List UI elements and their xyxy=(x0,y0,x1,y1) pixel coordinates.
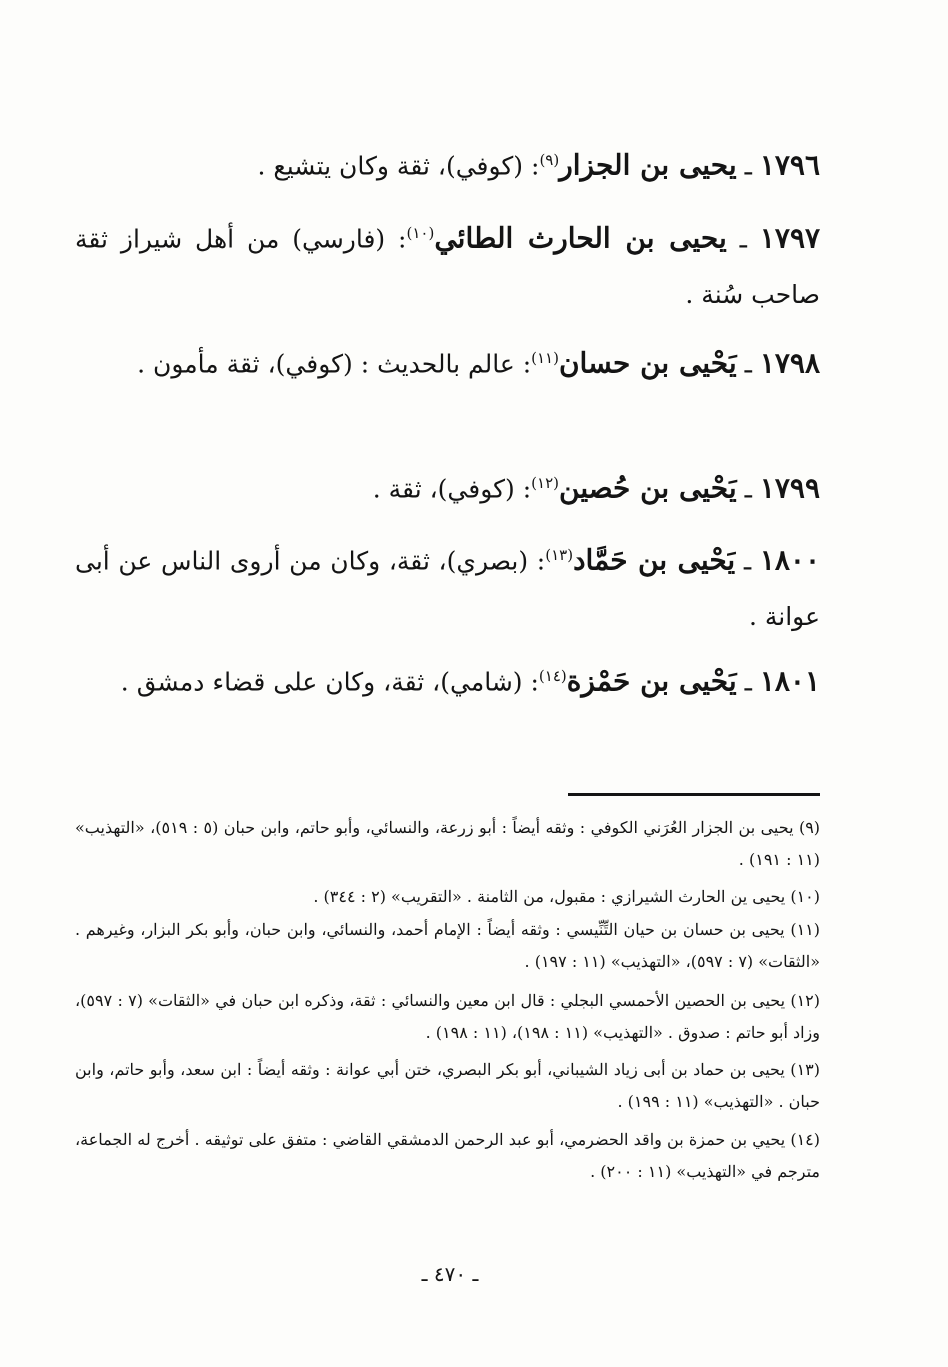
footnote-ref: (٩) xyxy=(539,151,560,169)
footnote-ref: (١٣) xyxy=(545,546,574,564)
entry-separator: ـ xyxy=(736,151,760,181)
footnote-ref: (١٢) xyxy=(531,474,559,492)
entry-number: ١٧٩٦ xyxy=(759,148,820,182)
entry-1799 xyxy=(75,455,820,517)
footnote: (١٢) يحيى بن الحصين الأحمسي البجلي : قال ابن معين والنسائي : ثقة، وذكره ابن حبان في «الثقات» (٧ : ٥٩٧)، وزاد أبو حاتم : صدوق . «التهذيب» (١١ : ١٩٨)، (١١ : ١٩٨) . xyxy=(75,991,820,1042)
entry-separator: ـ xyxy=(736,667,760,697)
entry-name: يَحْيى بن حَمْزة xyxy=(566,664,737,698)
entry-number: ١٨٠١ xyxy=(759,664,820,698)
footnote-divider xyxy=(568,793,820,796)
entry-number: ١٧٩٧ xyxy=(759,221,821,255)
entry-1797 xyxy=(75,205,820,323)
footnote: (١٤) يحيي بن حمزة بن واقد الحضرمي، أبو عبد الرحمن الدمشقي القاضي : متفق على توثيقه . أخرج له الجماعة، مترجم في «التهذيب» (١١ : ٢٠٠) . xyxy=(75,1130,820,1181)
entry-separator: ـ xyxy=(735,546,760,576)
entry-separator: ـ xyxy=(726,224,760,254)
entry-name: يحيى بن الجزار xyxy=(559,148,737,182)
entry-number: ١٧٩٩ xyxy=(759,471,820,505)
entry-1798 xyxy=(75,330,820,392)
footnote-ref: (١٤) xyxy=(538,667,567,685)
entry-text: : (شامي)، ثقة، وكان على قضاء دمشق . xyxy=(120,667,539,697)
page-number: ـ ٤٧٠ ـ xyxy=(421,1262,479,1286)
footnote: (١١) يحيى بن حسان بن حيان التِّنِّيسي : وثقه أيضاً : الإمام أحمد، والنسائي، وابن حبان، وأبو بكر البزار، وغيرهم . «الثقات» (٧ : ٥٩٧)، «التهذيب» (١١ : ١٩٧) . xyxy=(75,920,820,971)
entry-text: : (فارسي) من أهل شيراز ثقة صاحب سُنة . xyxy=(75,224,820,310)
entry-text: : (بصري)، ثقة، وكان من أروى الناس عن أبى عوانة . xyxy=(75,546,820,632)
entry-number: ١٧٩٨ xyxy=(759,346,820,380)
entry-number: ١٨٠٠ xyxy=(759,543,820,577)
entry-separator: ـ xyxy=(736,474,760,504)
entry-name: يَحْيى بن حسان xyxy=(558,346,737,380)
footnote-ref: (١١) xyxy=(531,349,559,367)
entry-text: : (كوفي)، ثقة . xyxy=(372,474,532,504)
entry-text: : (كوفي)، ثقة وكان يتشيع . xyxy=(257,151,540,181)
entry-text: : عالم بالحديث : (كوفي)، ثقة مأمون . xyxy=(137,349,532,379)
entry-name: يحيى بن الحارث الطائي xyxy=(434,221,727,255)
entry-1796 xyxy=(75,132,820,194)
entry-1800 xyxy=(75,527,820,645)
footnote: (١٣) يحيى بن حماد بن أبى زياد الشيباني، أبو بكر البصري، ختن أبي عوانة : وثقه أيضاً : ابن سعد، وأبو حاتم، وابن حبان . «التهذيب» (١١ : ١٩٩) . xyxy=(75,1060,820,1111)
footnote-ref: (١٠) xyxy=(406,224,435,242)
entry-1801 xyxy=(75,648,820,710)
entry-name: يَحْيى بن حَمَّاد xyxy=(573,543,736,577)
entry-name: يَحْيى بن حُصين xyxy=(559,471,737,505)
footnote: (١٠) يحيى ين الحارث الشيرازي : مقبول، من الثامنة . «التقريب» (٢ : ٣٤٤) . xyxy=(313,887,820,906)
entry-separator: ـ xyxy=(736,349,760,379)
footnote: (٩) يحيى بن الجزار العُرَني الكوفي : وثقه أيضاً : أبو زرعة، والنسائي، وأبو حاتم، وابن حبان (٥ : ٥١٩)، «التهذيب» (١١ : ١٩١) . xyxy=(75,818,821,869)
